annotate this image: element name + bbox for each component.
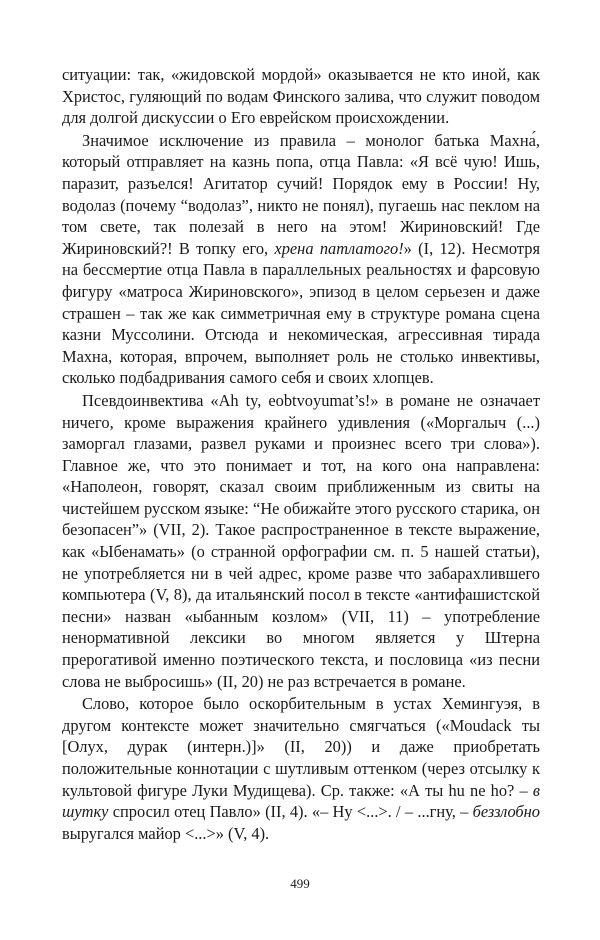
italic-text-segment: в шутку [62, 780, 540, 822]
paragraph-1 [62, 64, 540, 129]
paragraph-3 [62, 390, 540, 692]
paragraph-2 [62, 130, 540, 389]
text-segment: » (I, 12). Несмотря на бессмертие отца Павла в параллельных реальностях и фарсовую фигуру «матроса Жириновского», эпизод в целом серьезен и даже страшен – так же как симметричная ему в структуре романа сцена казни Муссолини. Отсюда и некомическая, агрессивная тирада Махна, которая, впрочем, выполняет роль не столько инвективы, сколько подбадривания самого себя и своих хлопцев. [62, 238, 540, 388]
page-number: 499 [290, 876, 310, 891]
text-segment: Слово, которое было оскорбительным в устах Хемингуэя, в другом контексте может значительно смягчаться («Moudack ты [Олух, дурак (интерн.)]» (II, 20)) и даже приобретать положительные коннотации с шутливым оттенком (через отсылку к культовой фигуре Луки Мудищева). Ср. также: «А ты hu ne ho? – [62, 694, 540, 800]
text-segment: Псевдоинвектива «Ah ty, eobtvoyumat’s!» в романе не означает ничего, кроме выражения крайнего удивления («Моргалыч (...) заморгал глазами, развел руками и произнес всего три слова»). Главное же, что это понимает и тот, на кого она направлена: «Наполеон, говорят, сказал своим приближенным из свиты на чистейшем русском языке: “Не обижайте этого русского старика, он безопасен”» (VII, 2). Такое распространенное в тексте выражение, как «Ыбенамать» (о странной орфографии см. п. 5 нашей статьи), не употребляется ни в чей адрес, кроме разве что забарахлившего компьютера (V, 8), да итальянский посол в тексте «антифашистской песни» назван «ыбанным козлом» (VII, 11) – употребление ненормативной лексики во многом является у Штерна прерогативой именно поэтического текста, и пословица «из песни слова не выбросишь» (II, 20) не раз встречается в романе. [62, 390, 540, 691]
paragraph-4 [62, 693, 540, 844]
body-text [62, 64, 540, 844]
italic-text-segment: беззлобно [472, 802, 540, 822]
text-segment: ситуации: так, «жидовской мордой» оказывается не кто иной, как Христос, гуляющий по водам Финского залива, что служит поводом для долгой дискуссии о Его еврейском происхождении. [62, 65, 540, 128]
text-segment: спросил отец Павло» (II, 4). «– Ну <...>. / – ...гну, – [108, 802, 473, 822]
italic-text-segment: хрена патлатого! [274, 238, 404, 258]
text-segment: выругался майор <...>» (V, 4). [62, 823, 270, 843]
text-segment: Значимое исключение из правила – монолог батька Махна́, который отправляет на казнь попа, отца Павла: «Я всё чую! Ишь, паразит, разъелся! Агитатор сучий! Порядок ему в России! Ну, водолаз (почему “водолаз”, никто не понял), пугаешь нас пеклом на том свете, так полезай в него на этом! Жириновский! Где Жириновский?! В топку его, [62, 130, 540, 258]
